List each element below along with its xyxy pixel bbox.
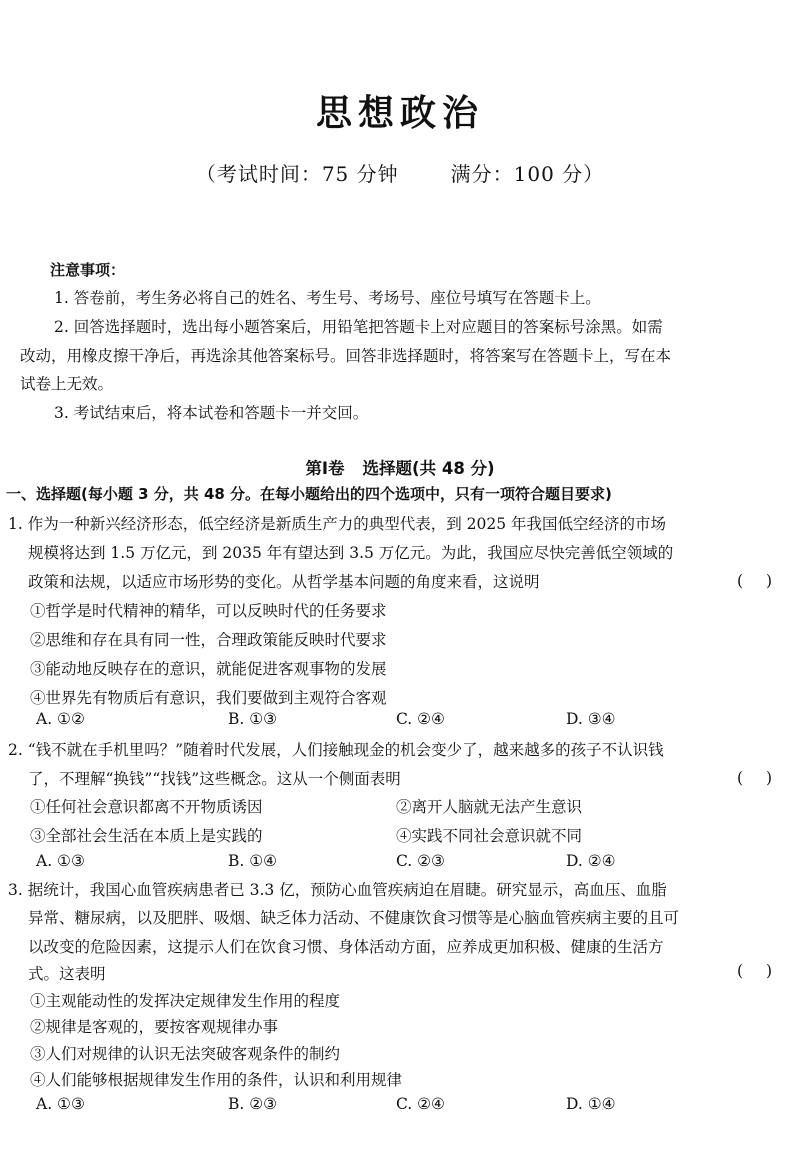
- q2-statement-2: ②离开人脑就无法产生意识: [396, 798, 583, 816]
- q1-statement-2: ②思维和存在具有同一性，合理政策能反映时代要求: [30, 631, 387, 649]
- notice-item-2-line-1: 2. 回答选择题时，选出每小题答案后，用铅笔把答题卡上对应题目的答案标号涂黑。如需: [54, 318, 663, 336]
- q2-option-d: D. ②④: [566, 852, 616, 870]
- q3-option-d: D. ①④: [566, 1095, 616, 1113]
- q1-stem-line-3: 政策和法规，以适应市场形势的变化。从哲学基本问题的角度来看，这说明: [28, 573, 540, 591]
- part-heading: 一、选择题(每小题 3 分，共 48 分。在每小题给出的四个选项中，只有一项符合题目要求): [6, 485, 612, 503]
- q1-option-a: A. ①②: [36, 710, 85, 728]
- q1-statement-4: ④世界先有物质后有意识，我们要做到主观符合客观: [30, 689, 387, 707]
- q3-statement-1: ①主观能动性的发挥决定规律发生作用的程度: [30, 992, 341, 1010]
- q1-option-b: B. ①③: [228, 710, 278, 728]
- section-name: 选择题(共 48 分): [362, 459, 495, 478]
- q2-option-c: C. ②③: [396, 852, 445, 870]
- q1-option-c: C. ②④: [396, 710, 445, 728]
- q1-answer-blank: ( ): [736, 572, 772, 590]
- q3-statement-2: ②规律是客观的，要按客观规律办事: [30, 1018, 279, 1036]
- q1-stem-line-2: 规模将达到 1.5 万亿元，到 2035 年有望达到 3.5 万亿元。为此，我国应尽快完善低空领域的: [28, 544, 674, 562]
- q1-option-d: D. ③④: [566, 710, 616, 728]
- notice-item-2-line-2: 改动，用橡皮擦干净后，再选涂其他答案标号。回答非选择题时，将答案写在答题卡上，写在本: [20, 347, 672, 365]
- volume-label: 第Ⅰ卷: [305, 459, 345, 478]
- q2-stem-line-1: 2. “钱不就在手机里吗？”随着时代发展，人们接触现金的机会变少了，越来越多的孩子不认识钱: [8, 741, 664, 759]
- q1-statement-1: ①哲学是时代精神的精华，可以反映时代的任务要求: [30, 602, 387, 620]
- q2-option-b: B. ①④: [228, 852, 278, 870]
- q3-stem-line-4: 式。这表明: [28, 965, 106, 983]
- section-heading: [0, 455, 800, 479]
- q1-stem-line-1: 1. 作为一种新兴经济形态，低空经济是新质生产力的典型代表，到 2025 年我国低空经济的市场: [8, 515, 667, 533]
- q3-answer-blank: ( ): [736, 962, 772, 980]
- q2-answer-blank: ( ): [736, 769, 772, 787]
- q2-statement-3: ③全部社会生活在本质上是实践的: [30, 827, 263, 845]
- notice-item-1: 1. 答卷前，考生务必将自己的姓名、考生号、考场号、座位号填写在答题卡上。: [54, 289, 601, 307]
- q3-option-c: C. ②④: [396, 1095, 445, 1113]
- q2-stem-line-2: 了，不理解“换钱”“找钱”这些概念。这从一个侧面表明: [28, 770, 401, 788]
- exam-info: [0, 158, 800, 187]
- q3-option-a: A. ①③: [36, 1095, 85, 1113]
- q2-statement-4: ④实践不同社会意识就不同: [396, 827, 583, 845]
- q2-option-a: A. ①③: [36, 852, 85, 870]
- notice-item-2-line-3: 试卷上无效。: [20, 375, 114, 393]
- exam-time: （考试时间：75 分钟: [195, 162, 399, 186]
- q3-stem-line-2: 异常、糖尿病，以及肥胖、吸烟、缺乏体力活动、不健康饮食习惯等是心脑血管疾病主要的且可: [28, 909, 680, 927]
- full-score: 满分：100 分）: [450, 162, 605, 186]
- q3-statement-4: ④人们能够根据规律发生作用的条件，认识和利用规律: [30, 1071, 403, 1089]
- q3-stem-line-1: 3. 据统计，我国心血管疾病患者已 3.3 亿，预防心血管疾病迫在眉睫。研究显示，高血压、血脂: [8, 881, 667, 899]
- q3-stem-line-3: 以改变的危险因素，这提示人们在饮食习惯、身体活动方面，应养成更加积极、健康的生活方: [28, 938, 664, 956]
- exam-title: 思想政治: [315, 93, 484, 134]
- q1-statement-3: ③能动地反映存在的意识，就能促进客观事物的发展: [30, 660, 387, 678]
- notice-item-3: 3. 考试结束后，将本试卷和答题卡一并交回。: [54, 404, 369, 422]
- q3-option-b: B. ②③: [228, 1095, 278, 1113]
- q3-statement-3: ③人们对规律的认识无法突破客观条件的制约: [30, 1045, 341, 1063]
- notice-heading: 注意事项：: [50, 261, 126, 279]
- q2-statement-1: ①任何社会意识都离不开物质诱因: [30, 798, 263, 816]
